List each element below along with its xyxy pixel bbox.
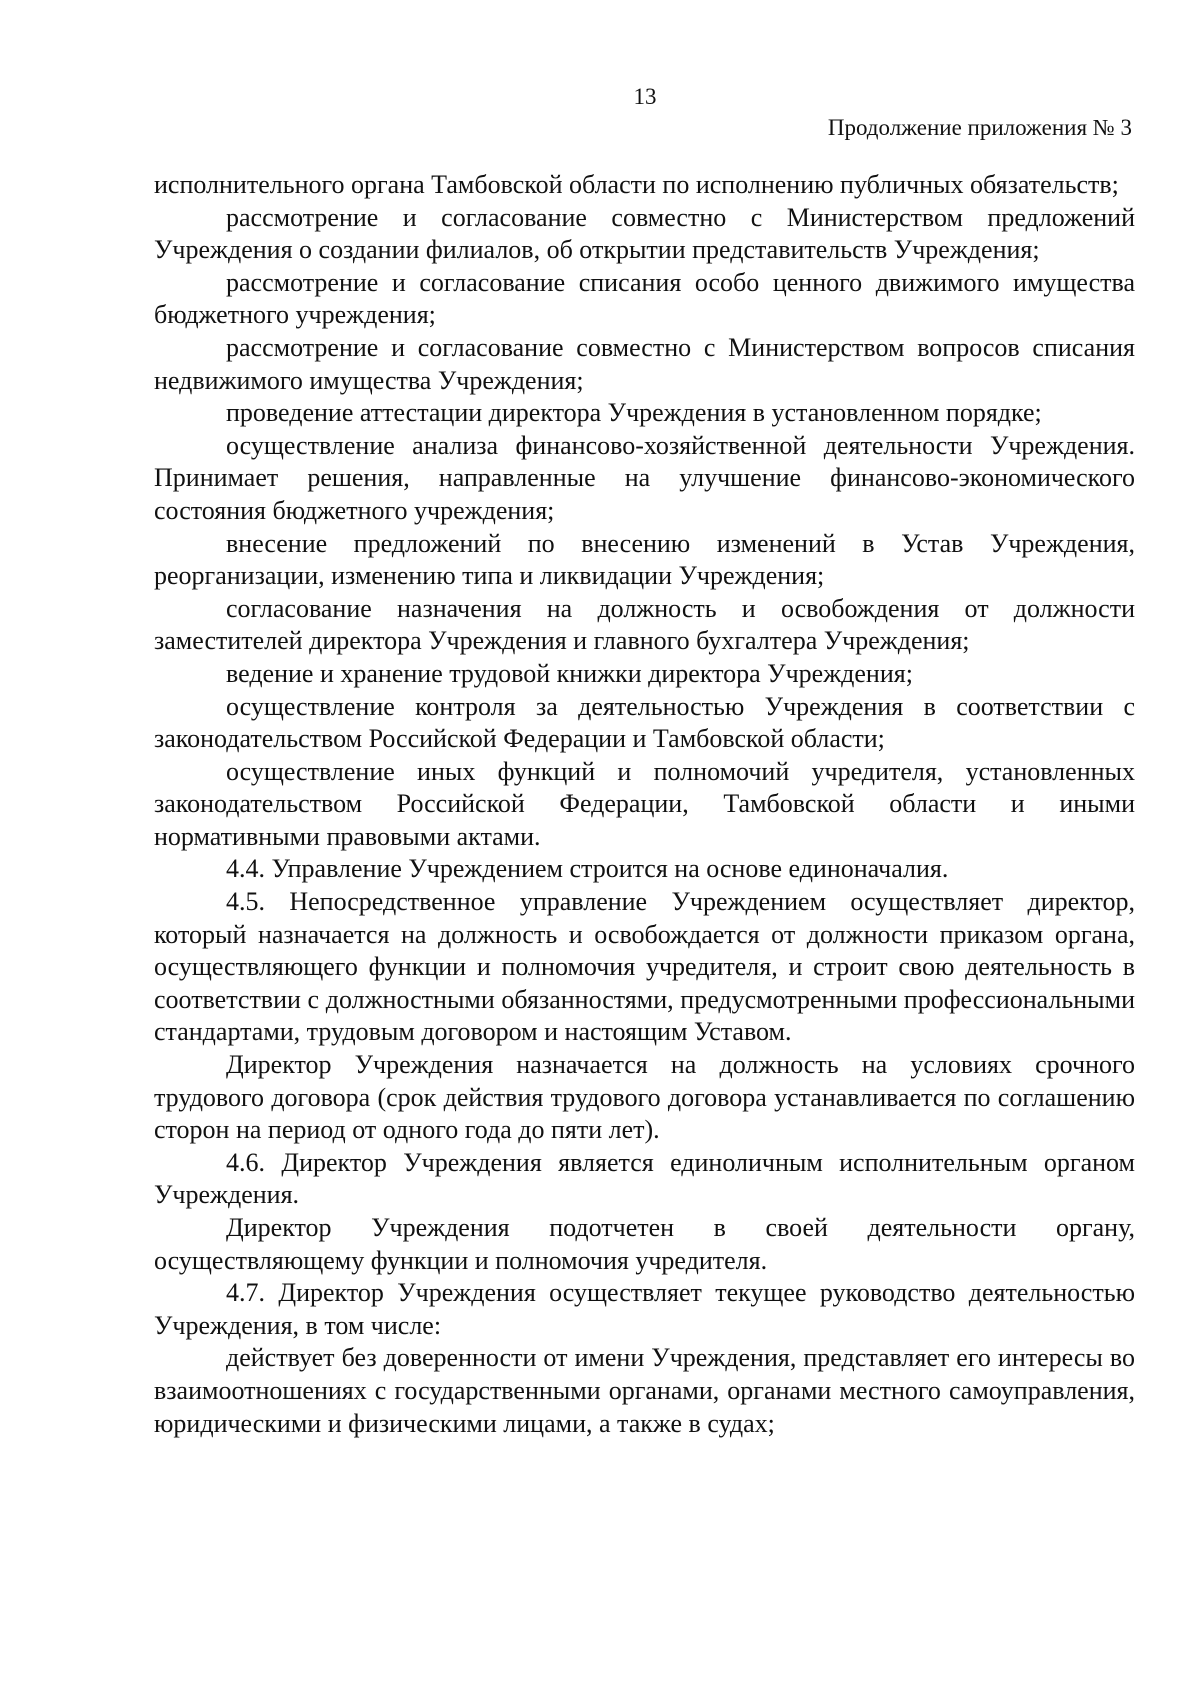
paragraph: осуществление контроля за деятельностью Учреждения в соответствии с законодательством Российской Федерации и Тамбовской области; xyxy=(154,691,1135,754)
paragraph: осуществление анализа финансово-хозяйственной деятельности Учреждения. Принимает решения, направленные на улучшение финансово-экономического состояния бюджетного учреждения; xyxy=(154,430,1135,525)
appendix-continuation-label: Продолжение приложения № 3 xyxy=(827,115,1132,140)
paragraph: ведение и хранение трудовой книжки директора Учреждения; xyxy=(226,658,913,688)
paragraph: Директор Учреждения подотчетен в своей деятельности органу, осуществляющему функции и полномочия учредителя. xyxy=(154,1213,1135,1275)
section-paragraph-4-7: 4.7. Директор Учреждения осуществляет текущее руководство деятельностью Учреждения, в том числе: xyxy=(154,1278,1135,1340)
page-number: 13 xyxy=(633,84,657,109)
paragraph: внесение предложений по внесению изменений в Устав Учреждения, реорганизации, изменению типа и ликвидации Учреждения; xyxy=(154,528,1135,591)
paragraph: исполнительного органа Тамбовской области по исполнению публичных обязательств; xyxy=(154,170,1119,199)
paragraph: действует без доверенности от имени Учреждения, представляет его интересы во взаимоотношениях с государственными органами, органами местного самоуправления, юридическими и физическими лицами, а также в судах; xyxy=(154,1343,1135,1438)
section-paragraph-4-5: 4.5. Непосредственное управление Учреждением осуществляет директор, который назначается на должность и освобождается от должности приказом органа, осуществляющего функции и полномочия учредителя, и строит свою деятельность в соответствии с должностными обязанностями, предусмотренными профессиональными стандартами, трудовым договором и настоящим Уставом. xyxy=(154,887,1135,1047)
section-paragraph-4-6: 4.6. Директор Учреждения является единоличным исполнительным органом Учреждения. xyxy=(154,1147,1135,1210)
document-body xyxy=(154,169,1135,1440)
paragraph: Директор Учреждения назначается на должность на условиях срочного трудового договора (срок действия трудового договора устанавливается по соглашению сторон на период от одного года до пяти лет). xyxy=(154,1050,1135,1145)
paragraph: рассмотрение и согласование совместно с Министерством вопросов списания недвижимого имущества Учреждения; xyxy=(154,332,1135,395)
paragraph: рассмотрение и согласование списания особо ценного движимого имущества бюджетного учреждения; xyxy=(154,267,1135,330)
section-paragraph-4-4: 4.4. Управление Учреждением строится на основе единоначалия. xyxy=(226,854,949,884)
paragraph: проведение аттестации директора Учреждения в установленном порядке; xyxy=(226,398,1042,428)
paragraph: рассмотрение и согласование совместно с Министерством предложений Учреждения о создании филиалов, об открытии представительств Учреждения; xyxy=(154,202,1135,265)
paragraph: осуществление иных функций и полномочий учредителя, установленных законодательством Российской Федерации, Тамбовской области и иными нормативными правовыми актами. xyxy=(154,756,1135,851)
paragraph: согласование назначения на должность и освобождения от должности заместителей директора Учреждения и главного бухгалтера Учреждения; xyxy=(154,593,1135,656)
